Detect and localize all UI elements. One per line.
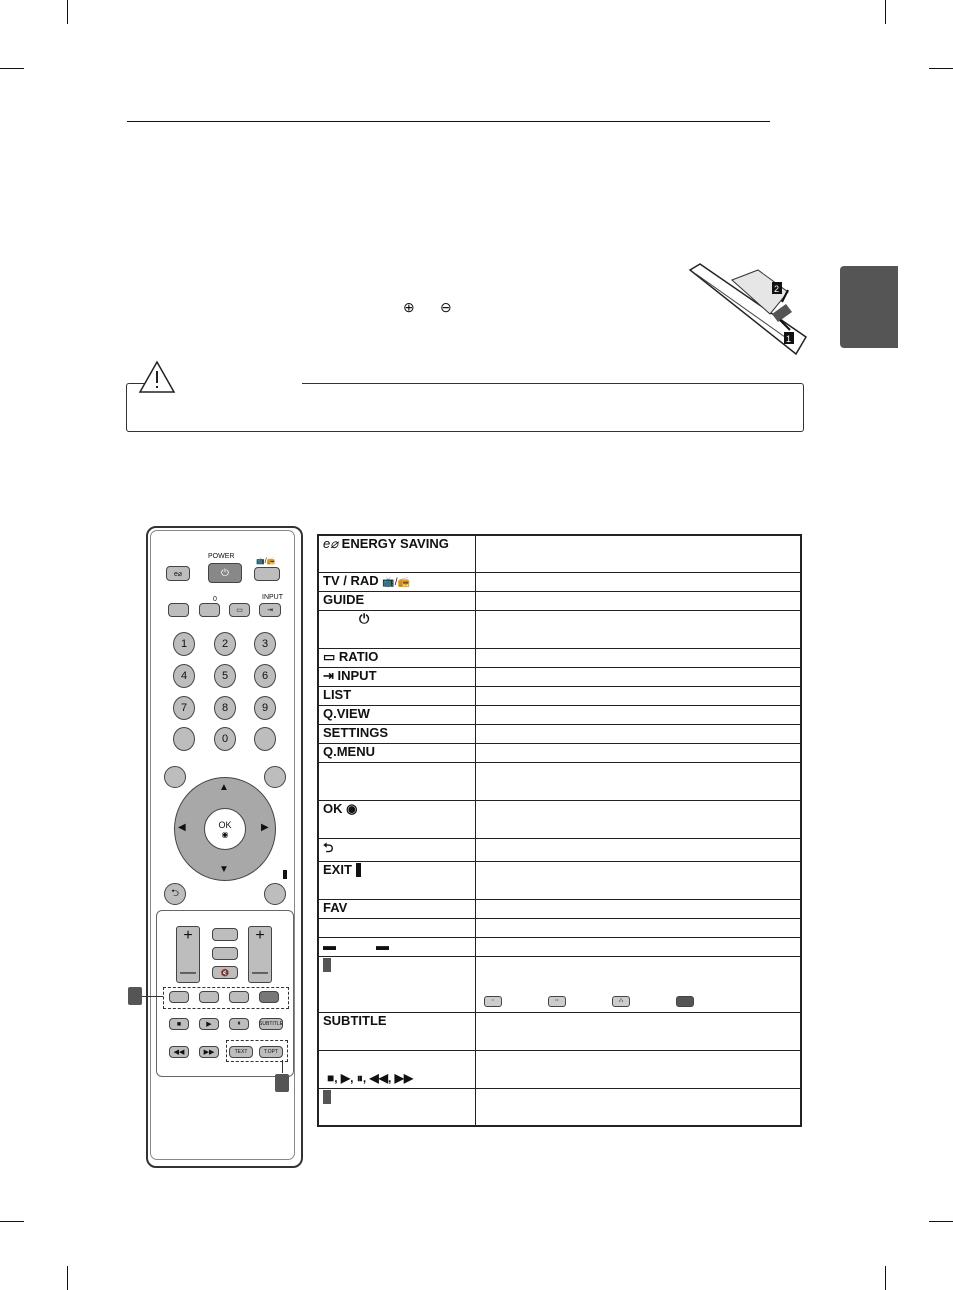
- channel-plus-label: +: [255, 927, 265, 944]
- step-2-label: 2: [774, 284, 780, 294]
- blank-button[interactable]: [212, 947, 238, 960]
- text-button[interactable]: TEXT: [229, 1046, 253, 1058]
- eco-icon: e⌀: [173, 570, 183, 578]
- tv-rad-key: TV / RAD: [323, 572, 379, 588]
- table-key-cell: [318, 610, 476, 648]
- number-6-button[interactable]: 6: [254, 664, 276, 688]
- chapter-side-tab: [840, 266, 898, 348]
- crop-mark: [0, 1221, 24, 1222]
- table-description-cell: [476, 686, 802, 705]
- play-icon: ▶: [206, 1021, 212, 1028]
- table-description-cell: [476, 743, 802, 762]
- table-key-cell: Q.MENU: [318, 743, 476, 762]
- tv-rad-button[interactable]: [254, 567, 280, 581]
- number-0-button[interactable]: 0: [214, 727, 236, 751]
- guide-button[interactable]: [168, 603, 189, 617]
- table-key-cell: [318, 762, 476, 800]
- remote-battery-illustration: [688, 262, 813, 357]
- table-row: [318, 686, 801, 705]
- rewind-icon: ◀◀: [173, 1049, 185, 1056]
- green-button[interactable]: [199, 991, 219, 1003]
- table-row: [318, 1088, 801, 1126]
- power-icon: ⏻: [221, 567, 229, 579]
- table-row: [318, 800, 801, 838]
- callout-marker: [323, 958, 331, 972]
- q-menu-button[interactable]: [264, 766, 286, 788]
- number-7-button[interactable]: 7: [173, 696, 195, 720]
- stop-icon: ■: [176, 1020, 182, 1028]
- ratio-key: RATIO: [338, 648, 379, 664]
- exit-icon: [283, 870, 287, 879]
- table-description-cell: [476, 800, 802, 838]
- ratio-icon: ▭: [323, 648, 339, 664]
- ok-button[interactable]: [204, 808, 246, 850]
- table-description-cell: [476, 861, 802, 899]
- yellow-button[interactable]: [229, 991, 249, 1003]
- tv-radio-icon: 📺/📻: [382, 576, 410, 588]
- pause-button[interactable]: [229, 1018, 249, 1030]
- back-button[interactable]: [164, 883, 186, 905]
- exit-key: EXIT: [323, 861, 352, 877]
- table-row: [318, 667, 801, 686]
- crop-mark: [67, 1266, 68, 1290]
- stop-button[interactable]: [169, 1018, 189, 1030]
- input-key: INPUT: [337, 667, 377, 683]
- exit-icon: [356, 863, 361, 877]
- mute-button[interactable]: [212, 966, 238, 979]
- q-view-button[interactable]: [254, 727, 276, 751]
- yellow-key-icon: ∴: [612, 996, 630, 1007]
- up-arrow-icon[interactable]: ▲: [219, 782, 229, 793]
- table-key-cell: [318, 648, 476, 667]
- t-opt-button[interactable]: T.OPT: [259, 1046, 283, 1058]
- callout-line: [282, 1060, 283, 1073]
- input-icon: ⇥: [323, 667, 338, 683]
- green-key-icon: ··: [548, 996, 566, 1007]
- table-row: [318, 705, 801, 724]
- back-icon: ⮌: [170, 887, 179, 899]
- step-1-label: 1: [786, 334, 792, 344]
- caution-box: [126, 383, 804, 432]
- table-description-cell: [476, 667, 802, 686]
- table-description-cell: [476, 1050, 802, 1088]
- table-row: [318, 918, 801, 937]
- table-description-cell: [476, 705, 802, 724]
- ok-dot-icon: ◉: [221, 829, 229, 839]
- input-icon: ⇥: [267, 607, 273, 614]
- number-5-button[interactable]: 5: [214, 664, 236, 688]
- table-description-cell: [476, 1012, 802, 1050]
- number-2-button[interactable]: 2: [214, 632, 236, 656]
- warning-triangle-icon: [138, 360, 176, 394]
- volume-plus-label: +: [183, 927, 193, 944]
- table-key-cell: [318, 956, 476, 1012]
- tv-radio-icon: 📺/📻: [256, 558, 276, 565]
- power-button[interactable]: [208, 563, 242, 583]
- subtitle-button[interactable]: SUBTITLE: [259, 1018, 283, 1030]
- pause-icon: ⏸: [237, 1020, 241, 1027]
- table-row: [318, 610, 801, 648]
- table-row: [318, 743, 801, 762]
- caution-box-gap: [170, 378, 302, 388]
- table-description-cell: [476, 591, 802, 610]
- playback-keys: ■, ▶, ⏸, ◀◀, ▶▶: [327, 1070, 414, 1085]
- table-key-cell: SUBTITLE: [318, 1012, 476, 1050]
- table-row: [318, 1050, 801, 1088]
- plus-polarity-icon: ⊕: [403, 299, 415, 315]
- button-description-table: [317, 534, 802, 1127]
- table-row: [318, 861, 801, 899]
- blue-key-icon: [676, 996, 694, 1007]
- sleep-icon: ⏻: [359, 610, 370, 626]
- minus-polarity-icon: ⊖: [440, 299, 452, 315]
- power-label: POWER: [208, 553, 235, 560]
- right-arrow-icon[interactable]: ▶: [261, 822, 269, 833]
- table-row: [318, 572, 801, 591]
- fast-forward-icon: ▶▶: [203, 1049, 215, 1056]
- down-arrow-icon[interactable]: ▼: [219, 864, 229, 875]
- table-description-cell: [476, 535, 802, 572]
- table-key-cell: SETTINGS: [318, 724, 476, 743]
- table-key-cell: [318, 1050, 476, 1088]
- volume-minus-label: —: [180, 964, 196, 981]
- channel-rocker[interactable]: [248, 926, 272, 983]
- exit-button[interactable]: [264, 883, 286, 905]
- small-zero-label: 0: [213, 596, 217, 603]
- list-button[interactable]: [173, 727, 195, 751]
- table-key-cell: ⮌: [318, 838, 476, 861]
- crop-mark: [0, 68, 24, 69]
- crop-mark: [885, 0, 886, 24]
- table-description-cell: [476, 956, 802, 1012]
- table-row: [318, 937, 801, 956]
- table-key-cell: [318, 572, 476, 591]
- table-key-cell: [318, 918, 476, 937]
- table-key-cell: [318, 667, 476, 686]
- table-row: [318, 762, 801, 800]
- number-8-button[interactable]: 8: [214, 696, 236, 720]
- crop-mark: [885, 1266, 886, 1290]
- table-key-cell: [318, 861, 476, 899]
- number-1-button[interactable]: 1: [173, 632, 195, 656]
- input-label: INPUT: [262, 594, 283, 601]
- crop-mark: [929, 68, 953, 69]
- table-row: [318, 724, 801, 743]
- ratio-icon: ▭: [236, 607, 243, 614]
- channel-minus-label: —: [252, 964, 268, 981]
- crop-mark: [67, 0, 68, 24]
- number-4-button[interactable]: 4: [173, 664, 195, 688]
- callout-marker: [128, 987, 142, 1005]
- fast-forward-button[interactable]: [199, 1046, 219, 1058]
- play-button[interactable]: [199, 1018, 219, 1030]
- sleep-button[interactable]: [199, 603, 220, 617]
- table-key-cell: LIST: [318, 686, 476, 705]
- left-arrow-icon[interactable]: ◀: [178, 822, 186, 833]
- table-row: [318, 838, 801, 861]
- callout-marker: [275, 1074, 289, 1092]
- volume-rocker[interactable]: [176, 926, 200, 983]
- red-button[interactable]: [169, 991, 189, 1003]
- crop-mark: [929, 1221, 953, 1222]
- input-button[interactable]: [259, 603, 281, 617]
- settings-button[interactable]: [164, 766, 186, 788]
- table-row: [318, 535, 801, 572]
- ratio-button[interactable]: [229, 603, 250, 617]
- table-row: [318, 648, 801, 667]
- table-row: [318, 591, 801, 610]
- energy-saving-key: ENERGY SAVING: [341, 536, 449, 551]
- table-row: [318, 956, 801, 1012]
- table-key-cell: GUIDE: [318, 591, 476, 610]
- table-description-cell: [476, 899, 802, 918]
- table-description-cell: [476, 572, 802, 591]
- table-key-cell: OK ◉: [318, 800, 476, 838]
- header-rule: [127, 121, 770, 122]
- table-row: [318, 899, 801, 918]
- table-key-cell: FAV: [318, 899, 476, 918]
- blue-button[interactable]: [259, 991, 279, 1003]
- table-key-cell: [318, 937, 476, 956]
- mute-icon: 🔇: [220, 969, 230, 977]
- table-description-cell: [476, 724, 802, 743]
- table-description-cell: [476, 918, 802, 937]
- table-key-cell: [318, 535, 476, 572]
- table-description-cell: [476, 937, 802, 956]
- table-row: [318, 1012, 801, 1050]
- number-9-button[interactable]: 9: [254, 696, 276, 720]
- callout-line: [142, 996, 163, 997]
- table-description-cell: [476, 762, 802, 800]
- left-page-arrow-icon: ▬: [323, 937, 336, 953]
- table-description-cell: [476, 648, 802, 667]
- table-description-cell: [476, 610, 802, 648]
- eco-icon: e⌀: [323, 536, 342, 551]
- callout-marker: [323, 1090, 331, 1104]
- table-description-cell: [476, 838, 802, 861]
- rewind-button[interactable]: [169, 1046, 189, 1058]
- fav-button[interactable]: [212, 928, 238, 941]
- table-key-cell: [318, 1088, 476, 1126]
- right-page-arrow-icon: ▬: [376, 937, 389, 953]
- number-3-button[interactable]: 3: [254, 632, 276, 656]
- ok-label: OK: [218, 819, 232, 830]
- energy-saving-button[interactable]: [166, 566, 190, 581]
- table-key-cell: Q.VIEW: [318, 705, 476, 724]
- red-key-icon: ·: [484, 996, 502, 1007]
- table-description-cell: [476, 1088, 802, 1126]
